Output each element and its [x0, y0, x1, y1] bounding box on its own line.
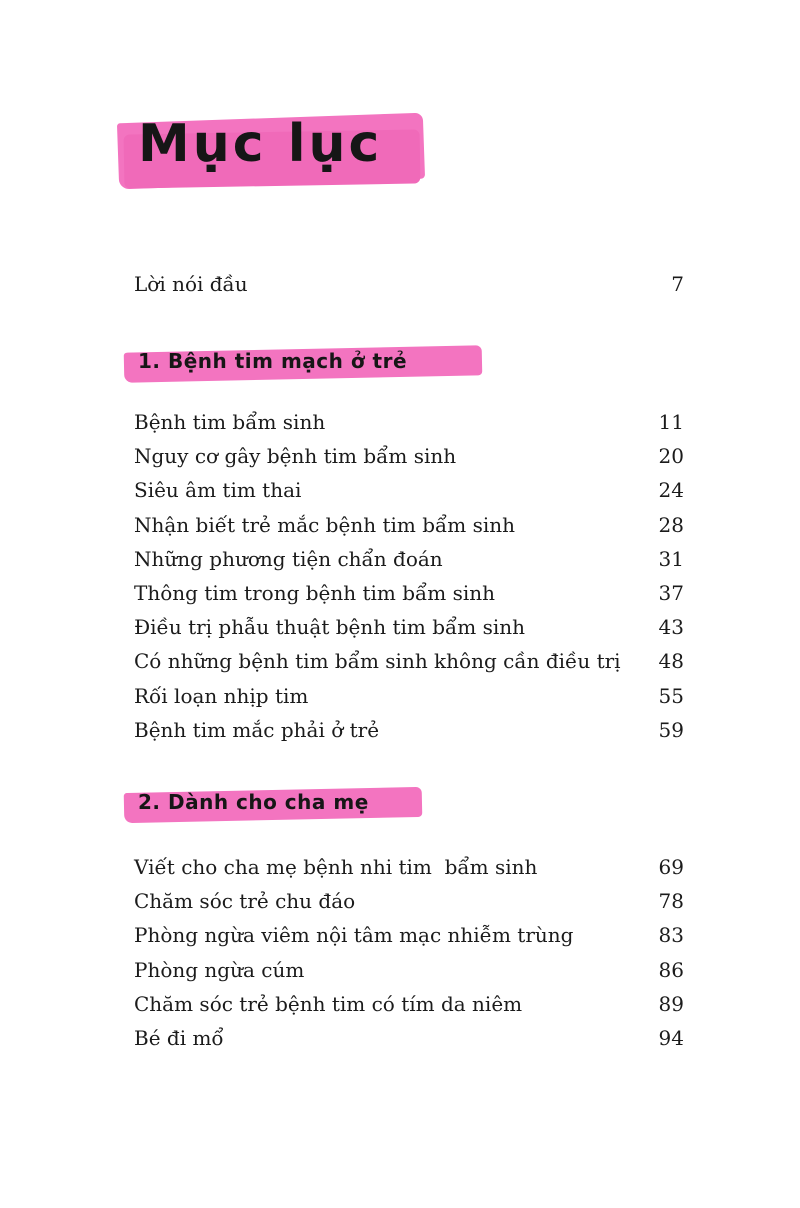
entry-label: Những phương tiện chẩn đoán — [134, 546, 443, 571]
entry-page: 48 — [658, 649, 684, 674]
toc-entry[interactable] — [134, 576, 684, 610]
entry-label: Nhận biết trẻ mắc bệnh tim bẩm sinh — [134, 512, 515, 537]
entry-label: Nguy cơ gây bệnh tim bẩm sinh — [134, 444, 457, 469]
entry-page: 55 — [658, 683, 684, 708]
section-1-list — [134, 405, 684, 747]
toc-entry[interactable] — [134, 610, 684, 644]
toc-entry[interactable] — [134, 884, 684, 918]
entry-label: Bé đi mổ — [134, 1026, 224, 1051]
entry-label: Thông tim trong bệnh tim bẩm sinh — [134, 581, 496, 606]
toc-entry[interactable] — [134, 850, 684, 884]
section-heading-label: 1. Bệnh tim mạch ở trẻ — [138, 349, 408, 373]
entry-page: 24 — [658, 478, 684, 503]
toc-entry[interactable] — [134, 918, 684, 952]
entry-page: 86 — [658, 957, 684, 982]
section-heading-label: 2. Dành cho cha mẹ — [138, 790, 369, 814]
entry-page: 37 — [658, 581, 684, 606]
entry-label: Lời nói đầu — [134, 272, 248, 296]
toc-entry[interactable] — [134, 508, 684, 542]
entry-page: 59 — [658, 717, 684, 742]
entry-label: Siêu âm tim thai — [134, 478, 302, 503]
toc-entry[interactable] — [134, 679, 684, 713]
entry-page: 94 — [658, 1026, 684, 1051]
entry-page: 11 — [658, 410, 684, 435]
toc-entry[interactable] — [134, 439, 684, 473]
toc-entry[interactable] — [134, 1021, 684, 1055]
entry-page: 83 — [658, 923, 684, 948]
page-title: Mục lục — [138, 114, 383, 174]
entry-page: 69 — [658, 855, 684, 880]
section-2-list — [134, 850, 684, 1055]
entry-label: Rối loạn nhịp tim — [134, 683, 309, 708]
entry-page: 31 — [658, 546, 684, 571]
entry-label: Bệnh tim bẩm sinh — [134, 410, 326, 435]
entry-page: 7 — [671, 272, 684, 296]
section-heading-1 — [124, 347, 484, 381]
entry-label: Có những bệnh tim bẩm sinh không cần điều trị — [134, 649, 621, 674]
entry-page: 89 — [658, 991, 684, 1016]
entry-label: Chăm sóc trẻ bệnh tim có tím da niêm — [134, 991, 523, 1016]
toc-entry[interactable] — [134, 713, 684, 747]
toc-entry[interactable] — [134, 987, 684, 1021]
toc-entry[interactable] — [134, 644, 684, 678]
entry-page: 43 — [658, 615, 684, 640]
toc-entry[interactable] — [134, 542, 684, 576]
entry-page: 78 — [658, 889, 684, 914]
entry-label: Điều trị phẫu thuật bệnh tim bẩm sinh — [134, 615, 526, 640]
toc-entry[interactable] — [134, 473, 684, 507]
entry-label: Viết cho cha mẹ bệnh nhi tim bẩm sinh — [134, 855, 538, 880]
toc-entry-preface[interactable] — [134, 272, 684, 296]
entry-label: Chăm sóc trẻ chu đáo — [134, 889, 356, 914]
toc-entry[interactable] — [134, 405, 684, 439]
entry-page: 28 — [658, 512, 684, 537]
section-heading-2 — [124, 788, 424, 822]
entry-page: 20 — [658, 444, 684, 469]
entry-label: Phòng ngừa viêm nội tâm mạc nhiễm trùng — [134, 923, 574, 948]
entry-label: Phòng ngừa cúm — [134, 957, 305, 982]
toc-entry[interactable] — [134, 953, 684, 987]
entry-label: Bệnh tim mắc phải ở trẻ — [134, 717, 380, 742]
toc-title-block — [118, 112, 428, 188]
